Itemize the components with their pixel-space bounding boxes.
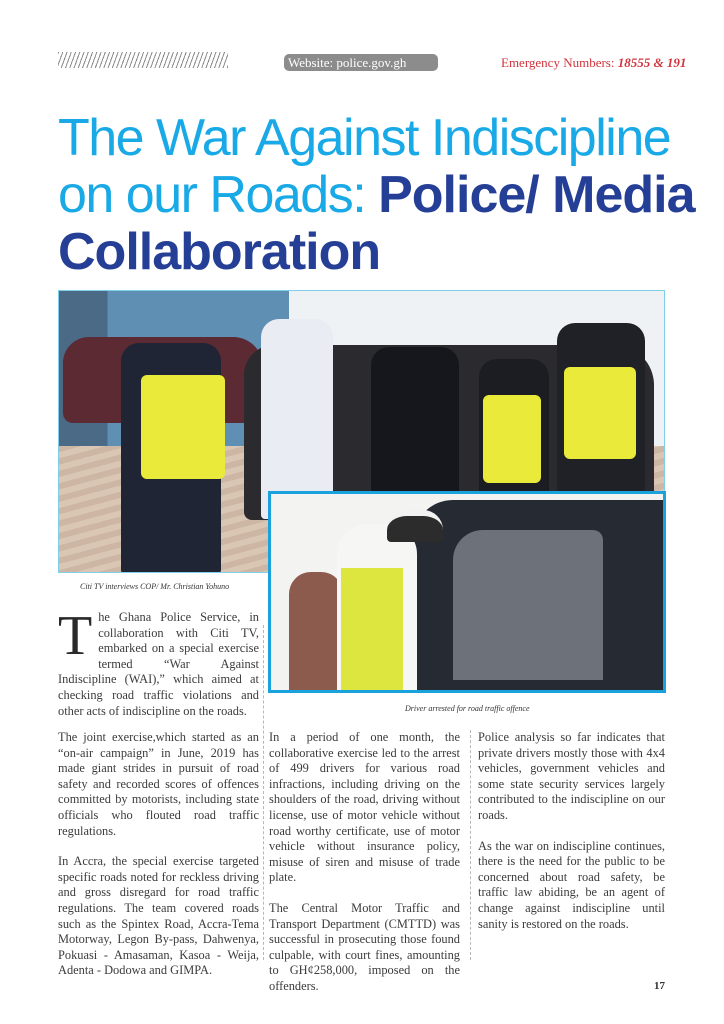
paragraph: The Central Motor Traffic and Transport Department (CMTTD) was successful in prosecuting those found culpable, with court fines, amounting to GH¢258,000, imposed on the offenders.: [269, 900, 460, 993]
decorative-hatch-bar: [58, 52, 228, 68]
article-title: [58, 110, 698, 281]
dark-vehicle: [413, 500, 663, 693]
inset-photo-caption: Driver arrested for road traffic offence: [405, 704, 530, 713]
driver-window: [453, 530, 603, 680]
emergency-numbers: [501, 54, 686, 71]
emergency-number-values: 18555 & 191: [617, 55, 687, 70]
emergency-prefix: Emergency Numbers:: [501, 55, 618, 70]
vest-right-2: [564, 367, 636, 459]
column-3: [478, 730, 665, 947]
inset-photo: [268, 491, 666, 693]
title-light: The War Against Indiscipline on our Roads:: [58, 109, 671, 224]
title-bold: Police/ Media Collaboration: [58, 166, 695, 281]
column-2: [269, 730, 460, 1010]
inset-officer-vest: [341, 568, 403, 692]
intro-paragraph: [58, 605, 259, 719]
page-number: 17: [654, 980, 665, 992]
reporter: [261, 319, 333, 519]
vest-left: [141, 375, 225, 479]
vest-right-1: [483, 395, 541, 483]
paragraph: Police analysis so far indicates that private drivers mostly those with 4x4 vehicles, government vehicles and some state security services largely contributed to the indiscipline on our roads.: [478, 730, 665, 822]
column-divider: [263, 625, 264, 960]
column-1: [58, 730, 259, 994]
bystander: [289, 572, 343, 693]
column-divider: [470, 730, 471, 960]
intro-text: he Ghana Police Service, in collaboration with Citi TV, embarked on a special exercise termed “War Against Indiscipline (WAI),” which aimed at checking road traffic violations and other acts of indiscipline on the roads.: [58, 610, 259, 718]
paragraph: As the war on indiscipline continues, there is the need for the public to be concerned about road safety, be traffic law abiding, be an agent of change against indiscipline until sanity is restored on the roads.: [478, 838, 665, 931]
main-photo-caption: Citi TV interviews COP/ Mr. Christian Yohuno: [80, 582, 230, 591]
paragraph: The joint exercise,which started as an “on-air campaign” in June, 2019 has made giant strides in pursuit of road safety and recorded scores of offences committed by motorists, including state officials who flouted road traffic regulations.: [58, 730, 259, 838]
drop-cap: T: [58, 605, 93, 667]
paragraph: In Accra, the special exercise targeted specific roads noted for reckless driving and gross disregard for road traffic regulations. The team covered roads such as the Spintex Road, Accra-Tema Motorway, Legon By-pass, Dahwenya, Pokuasi - Amasaman, Kasoa - Weija, Adenta - Dodowa and GIMPA.: [58, 854, 259, 978]
paragraph: In a period of one month, the collaborative exercise led to the arrest of 499 drivers for various road infractions, including driving on the shoulders of the road, driving without license, use of motor vehicle without road worthy certificate, use of motor vehicle without insurance policy, misuse of siren and misuse of trade plate.: [269, 730, 460, 885]
officer-cap: [387, 510, 443, 542]
website-label: Website: police.gov.gh: [284, 54, 438, 71]
